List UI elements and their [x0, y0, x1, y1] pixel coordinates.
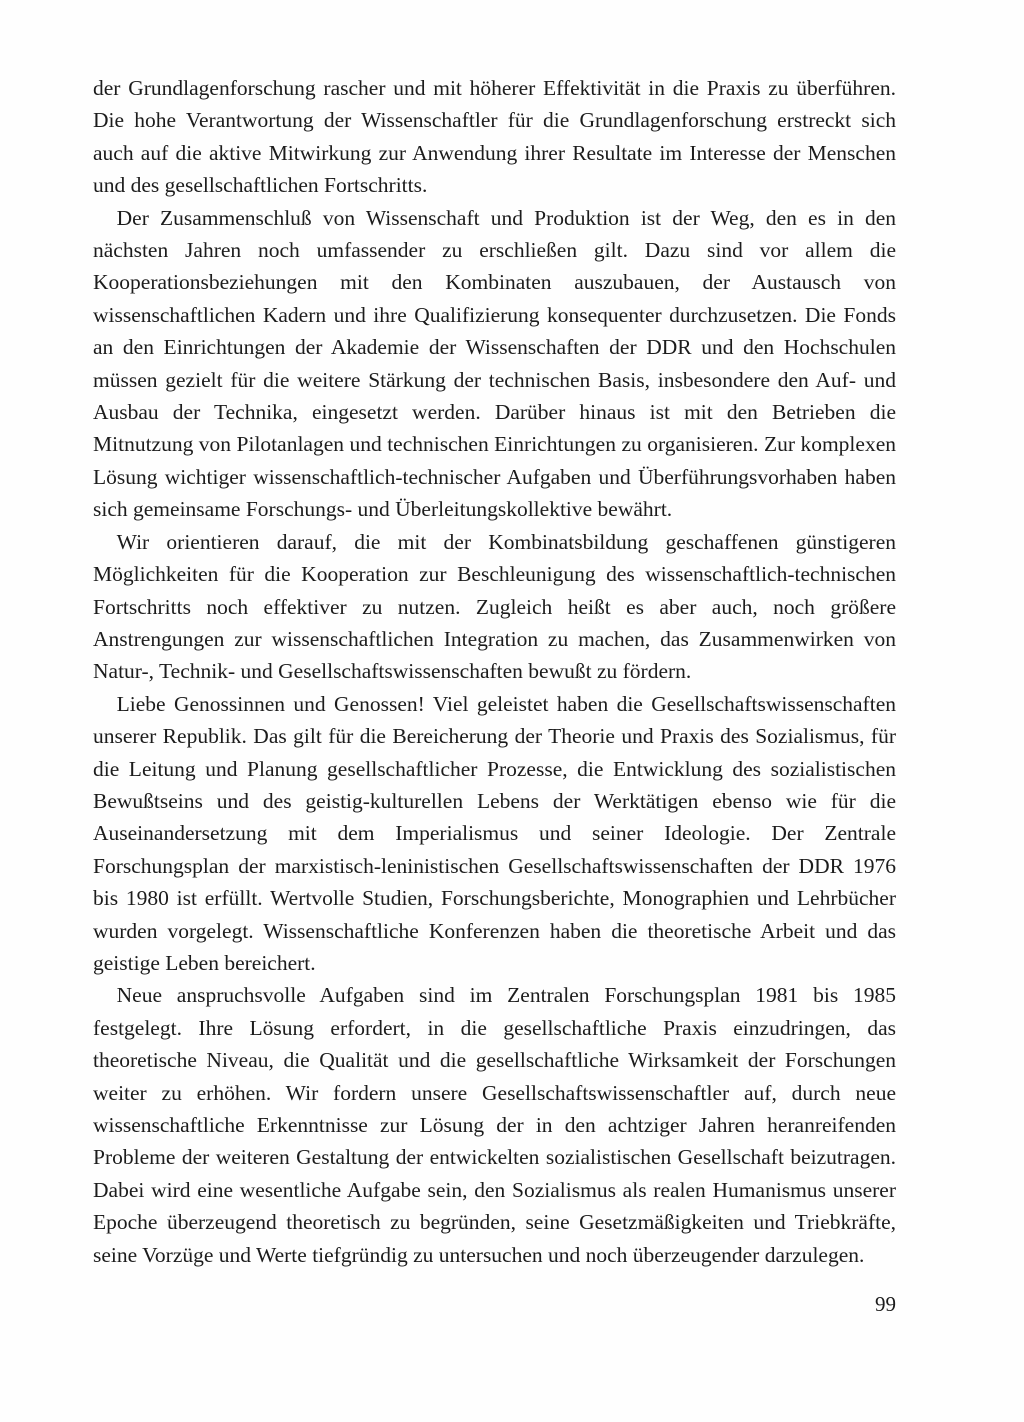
paragraph: Der Zusammenschluß von Wissenschaft und Produktion ist der Weg, den es in den nächsten Jahren noch umfassender zu erschließen gilt. Dazu sind vor allem die Kooperationsbeziehungen mit den Kombinaten auszubauen, der Austausch von wissenschaftlichen Kadern und ihre Qualifizierung konsequenter durchzusetzen. Die Fonds an den Einrichtungen der Akademie der Wissenschaften der DDR und den Hochschulen müssen gezielt für die weitere Stärkung der technischen Basis, insbesondere den Auf- und Ausbau der Technika, eingesetzt werden. Darüber hinaus ist mit den Betrieben die Mitnutzung von Pilotanlagen und technischen Einrichtungen zu organisieren. Zur komplexen Lösung wichtiger wissenschaftlich-technischer Aufgaben und Überführungsvorhaben haben sich gemeinsame Forschungs- und Überleitungskollektive bewährt.	[93, 205, 896, 522]
paragraph: Liebe Genossinnen und Genossen! Viel geleistet haben die Gesellschaftswissenschaften unserer Republik. Das gilt für die Bereicherung der Theorie und Praxis des Sozialismus, für die Leitung und Planung gesellschaftlicher Prozesse, die Entwicklung des sozialistischen Bewußtseins und des geistig-kulturellen Lebens der Werktätigen ebenso wie für die Auseinandersetzung mit dem Imperialismus und seiner Ideologie. Der Zentrale Forschungsplan der marxistisch-leninistischen Gesellschaftswissenschaften der DDR 1976 bis 1980 ist erfüllt. Wertvolle Studien, Forschungsberichte, Monographien und Lehrbücher wurden vorgelegt. Wissenschaftliche Konferenzen haben die theoretische Arbeit und das geistige Leben bereichert.	[93, 691, 896, 975]
paragraph-continuation: der Grundlagenforschung rascher und mit höherer Effektivität in die Praxis zu überführen. Die hohe Verantwortung der Wissenschaftler für die Grundlagenforschung erstreckt sich auch auf die aktive Mitwirkung zur Anwendung ihrer Resultate im Interesse der Menschen und des gesellschaftlichen Fortschritts.	[93, 76, 896, 198]
page-number: 99	[875, 1292, 896, 1316]
body-text	[93, 72, 896, 1271]
paragraph: Neue anspruchsvolle Aufgaben sind im Zentralen Forschungsplan 1981 bis 1985 festgelegt. Ihre Lösung erfordert, in die gesellschaftliche Praxis einzudringen, das theoretische Niveau, die Qualität und die gesellschaftliche Wirksamkeit der Forschungen weiter zu erhöhen. Wir fordern unsere Gesellschaftswissenschaftler auf, durch neue wissenschaftliche Erkenntnisse zur Lösung der in den achtziger Jahren heranreifenden Probleme der weiteren Gestaltung der entwickelten sozialistischen Gesellschaft beizutragen. Dabei wird eine wesentliche Aufgabe sein, den Sozialismus als realen Humanismus unserer Epoche überzeugend theoretisch zu begründen, seine Gesetzmäßigkeiten und Triebkräfte, seine Vorzüge und Werte tiefgründig zu untersuchen und noch überzeugender darzulegen.	[93, 983, 896, 1267]
paragraph: Wir orientieren darauf, die mit der Kombinatsbildung geschaffenen günstigeren Möglichkeiten für die Kooperation zur Beschleunigung des wissenschaftlich-technischen Fortschritts noch effektiver zu nutzen. Zugleich heißt es aber auch, noch größere Anstrengungen zur wissenschaftlichen Integration zu machen, das Zusammenwirken von Natur-, Technik- und Gesellschaftswissenschaften bewußt zu fördern.	[93, 529, 896, 684]
